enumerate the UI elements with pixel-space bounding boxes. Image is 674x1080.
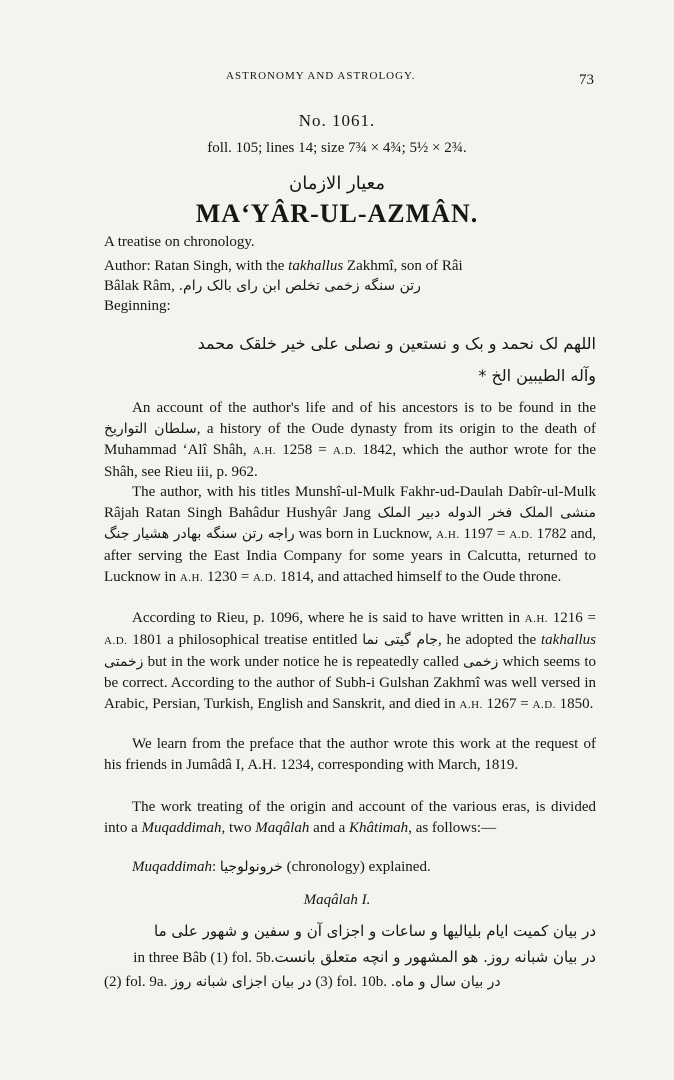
paragraph-divisions: The work treating of the origin and account of the various eras, is divided into a Muqaddimah, two Maqâlah and a Khâtimah, as follows:— — [104, 799, 596, 836]
paragraph-muqaddimah: Muqaddimah: خرونولوجیا (chronology) explained. — [132, 859, 431, 875]
author-name-arabic: رتن سنگه زخمی تخلص ابن رای بالک رام. — [178, 278, 421, 294]
running-title: ASTRONOMY AND ASTROLOGY. — [226, 70, 416, 82]
paragraph-rieu: According to Rieu, p. 1096, where he is said to have written in A.H. 1216 = A.D. 1801 a philosophical treatise entitled جام گیتی نما, he adopted the takhallus زخمتی but in the work under notice he is repeatedly called زخمی which seems to be correct. According to the author of Subh-i Gulshan Zakhmî was well versed in Arabic, Persian, Turkish, English and Sanskrit, and died in A.H. 1267 = A.D. 1850. — [104, 610, 597, 712]
manuscript-details: foll. 105; lines 14; size 7¾ × 4¾; 5½ × 2¾. — [207, 140, 467, 156]
paragraph-life: An account of the author's life and of his ancestors is to be found in the سلطان التواریخ, a history of the Oude dynasty from its origin to the death of Muhammad ‘Alî Shâh, A.H. 1258 = A.D. 1842, which the author wrote for the Shâh, see Rieu iii, p. 962. — [104, 400, 596, 480]
paragraph-titles: The author, with his titles Munshî-ul-Mulk Fakhr-ud-Daulah Dabîr-ul-Mulk Râjah Ratan Singh Bahâdur Hushyâr Jang منشی الملک فخر الدوله دبیر الملک راجه رتن سنگه بهادر هشیار جنگ was born in Lucknow, A.H. 1197 = A.D. 1782 and, after serving the East India Company for some years in Calcutta, returned to Lucknow in A.H. 1230 = A.D. 1814, and attached himself to the Oude throne. — [104, 484, 597, 585]
paragraph-preface: We learn from the preface that the author wrote this work at the request of his friends in Jumâdâ I, A.H. 1234, corresponding with March, 1819. — [104, 736, 596, 773]
beginning-label: Beginning: — [104, 298, 171, 314]
arabic-title: معیار الازمان — [289, 173, 385, 194]
author-line: Author: Ratan Singh, with the takhallus Zakhmî, son of Râi — [104, 258, 463, 274]
maqalah-heading: Maqâlah I. — [303, 892, 371, 908]
maqalah-line-1: در بیان کمیت ایام بلیالیها و ساعات و اجزای آن و سفین و شهور علی ما — [154, 922, 596, 940]
beginning-arabic-1: اللهم لک نحمد و بک و نستعین و نصلی علی خیر خلقک محمد — [197, 334, 596, 353]
author-line-2: Bâlak Râm, رتن سنگه زخمی تخلص ابن رای بالک رام. — [104, 278, 421, 294]
maqalah-line-2: در بیان شبانه روز. هو المشهور و انچه متعلق بانست in three Bâb (1) fol. 5b. — [129, 948, 596, 966]
work-title: MA‘YÂR-UL-AZMÂN. — [195, 199, 479, 228]
catalogue-number: No. 1061. — [298, 111, 376, 130]
page-number: 73 — [579, 72, 594, 88]
beginning-arabic-2: وآله الطیبین الخ * — [478, 366, 596, 385]
description: A treatise on chronology. — [104, 234, 255, 250]
maqalah-line-3: (2) fol. 9a. در بیان اجزای شبانه روز (3) fol. 10b. در بیان سال و ماه. — [104, 974, 501, 990]
